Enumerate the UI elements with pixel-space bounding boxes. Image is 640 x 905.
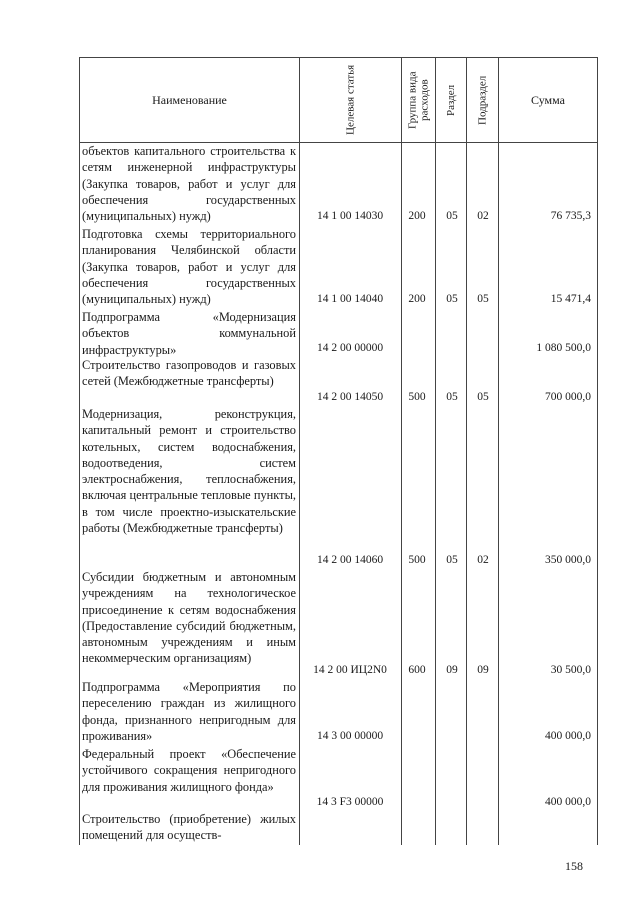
header-name: Наименование: [152, 92, 227, 107]
row-sum: 76 735,3: [550, 210, 591, 222]
row-expense-group: 500: [408, 554, 426, 566]
row-expense-group: 200: [408, 210, 426, 222]
row-expense-group: 500: [408, 391, 426, 403]
row-name: Подпрограмма «Мероприятия по переселению граждан из жилищного фонда, признанного непригодным для проживания»: [82, 680, 296, 743]
row-subsection: 05: [477, 293, 489, 305]
row-section: 05: [446, 391, 458, 403]
row-subsection: 05: [477, 391, 489, 403]
row-target-article: 14 2 00 14060: [316, 554, 384, 566]
row-section: 09: [446, 664, 458, 676]
row-sum: 30 500,0: [550, 664, 591, 676]
row-expense-group: 600: [408, 664, 426, 676]
header-target-article: Целевая статья: [344, 64, 357, 136]
row-section: 05: [446, 210, 458, 222]
header-subsection: Подраздел: [476, 75, 489, 125]
row-name: Модернизация, реконструкция, капитальный ремонт и строительство котельных, систем водоснабжения, водоотведения, систем электроснабжения, теплоснабжения, включая центральные тепловые пункты, в том числе проектно-изыскательские работы (Межбюджетные трансферты): [82, 407, 296, 536]
column-divider: [299, 57, 300, 845]
row-target-article: 14 2 00 ИЦ2N0: [313, 664, 387, 676]
row-subsection: 02: [477, 554, 489, 566]
row-sum: 1 080 500,0: [536, 342, 591, 354]
row-sum: 700 000,0: [545, 391, 591, 403]
row-sum: 15 471,4: [550, 293, 591, 305]
row-name: Подпрограмма «Модернизация объектов коммунальной инфраструктуры»: [82, 310, 296, 357]
row-target-article: 14 2 00 00000: [316, 342, 384, 354]
row-section: 05: [446, 293, 458, 305]
row-sum: 400 000,0: [545, 730, 591, 742]
column-divider: [498, 57, 499, 845]
row-sum: 400 000,0: [545, 796, 591, 808]
table-border-right: [597, 57, 598, 845]
row-name: Субсидии бюджетным и автономным учреждениям на технологическое присоединение к сетям водоснабжения (Предоставление субсидий бюджетным, автономным учреждениям и иным некоммерческим организациям): [82, 570, 296, 666]
page-number: 158: [565, 859, 583, 873]
table-border-left: [79, 57, 80, 845]
row-target-article: 14 1 00 14030: [316, 210, 384, 222]
row-name: Строительство (приобретение) жилых помещений для осуществ-: [82, 812, 296, 843]
column-divider: [466, 57, 467, 845]
row-name: Подготовка схемы территориального планирования Челябинской области (Закупка товаров, работ и услуг для обеспечения государственных (муниципальных) нужд): [82, 227, 296, 307]
row-sum: 350 000,0: [545, 554, 591, 566]
header-section: Раздел: [445, 84, 457, 116]
row-subsection: 09: [477, 664, 489, 676]
row-name: Федеральный проект «Обеспечение устойчивого сокращения непригодного для проживания жилищного фонда»: [82, 747, 296, 794]
header-sum: Сумма: [531, 92, 565, 107]
row-subsection: 02: [477, 210, 489, 222]
column-divider: [401, 57, 402, 845]
row-target-article: 14 2 00 14050: [316, 391, 384, 403]
header-expense-group: Группа вида расходов: [406, 71, 431, 129]
row-expense-group: 200: [408, 293, 426, 305]
row-target-article: 14 3 F3 00000: [316, 796, 384, 808]
row-name: Строительство газопроводов и газовых сетей (Межбюджетные трансферты): [82, 358, 296, 389]
column-divider: [435, 57, 436, 845]
row-target-article: 14 1 00 14040: [316, 293, 384, 305]
row-target-article: 14 3 00 00000: [316, 730, 384, 742]
row-section: 05: [446, 554, 458, 566]
row-name: объектов капитального строительства к сетям инженерной инфраструктуры (Закупка товаров, работ и услуг для обеспечения государственных (муниципальных) нужд): [82, 144, 296, 224]
